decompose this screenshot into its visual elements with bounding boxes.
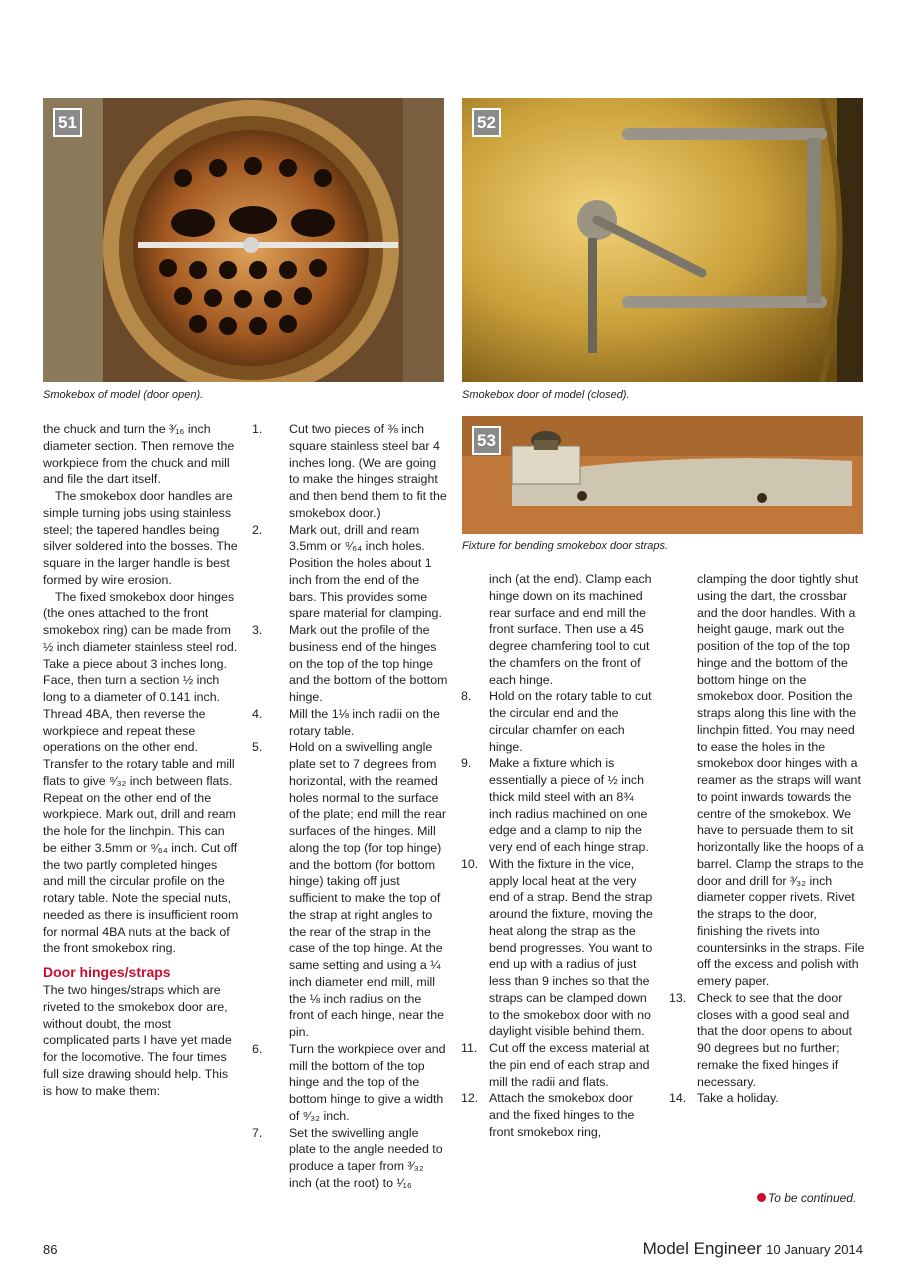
list-item bbox=[252, 706, 448, 740]
bending-fixture-image bbox=[462, 416, 863, 534]
to-be-continued bbox=[757, 1191, 856, 1205]
step-number: 12. bbox=[461, 1091, 479, 1106]
list-item bbox=[252, 1125, 448, 1192]
step-text: inch (at the end). Clamp each hinge down on its machined rear surface and end mill the front surface. Then use a 45 degree chamfering tool to cut the chamfers on the front of each hinge. bbox=[489, 572, 652, 687]
procedure-list bbox=[252, 421, 448, 1192]
step-number: 6. bbox=[252, 1041, 263, 1056]
magazine-title: Model Engineer bbox=[642, 1239, 762, 1258]
section-heading: Door hinges/straps bbox=[43, 964, 171, 980]
step-text: clamping the door tightly shut using the dart, the crossbar and the door handles. With a height gauge, mark out the position of the top of the top hinge and the bottom of the bottom hinge on the smokebox door. Position the straps along this line with the linchpin fitted. You may need to ease the holes in the smokebox door hinges with a reamer as the straps will want to point inwards towards the centre of the smokebox. We have to persuade them to sit horizontally like the hoops of a barrel. Clamp the straps to the door and drill for ³⁄₃₂ inch diameter copper rivets. Rivet the straps to the door, finishing the rivets into countersinks in the straps. File off the excess and polish with emery paper. bbox=[697, 572, 865, 988]
step-number: 5. bbox=[252, 740, 263, 755]
issue-date: 10 January 2014 bbox=[766, 1242, 863, 1257]
step-text: Mark out, drill and ream 3.5mm or ⁹⁄₆₄ inch holes. Position the holes about 1 inch from the end of the bars. This provides some spare material for clamping. bbox=[289, 522, 442, 621]
paragraph: The two hinges/straps which are riveted to the smokebox door are, without doubt, the most complicated parts I have yet made for the locomotive. The four times full size drawing should help. This is how to make them: bbox=[43, 983, 232, 1098]
step-number: 1. bbox=[252, 422, 263, 436]
step-text: Set the swivelling angle plate to the angle needed to produce a taper from ³⁄₃₂ inch (at the root) to ¹⁄₁₆ bbox=[289, 1125, 443, 1190]
list-item bbox=[252, 522, 448, 623]
continued-text: To be continued. bbox=[768, 1191, 857, 1205]
step-text: Cut off the excess material at the pin end of each strap and mill the radii and flats. bbox=[489, 1041, 650, 1089]
figure-52-caption: Smokebox door of model (closed). bbox=[462, 389, 630, 401]
smokebox-closed-image bbox=[462, 98, 863, 382]
list-item bbox=[669, 1090, 865, 1107]
step-text: Cut two pieces of ⅜ inch square stainless steel bar 4 inches long. (We are going to make the hinges straight and then bend them to fit the smokebox door.) bbox=[289, 422, 447, 520]
list-item-continued bbox=[461, 571, 655, 688]
list-item bbox=[461, 688, 655, 755]
list-item bbox=[461, 1040, 655, 1090]
step-text: Turn the workpiece over and mill the bottom of the top hinge and the top of the bottom hinge to give a width of ⁹⁄₃₂ inch. bbox=[289, 1041, 446, 1123]
step-number: 3. bbox=[252, 623, 263, 637]
figure-51-photo bbox=[43, 98, 444, 382]
figure-53-caption: Fixture for bending smokebox door straps. bbox=[462, 540, 669, 552]
list-item bbox=[252, 622, 448, 706]
list-item bbox=[669, 990, 865, 1091]
article-column-4 bbox=[669, 571, 865, 1107]
list-item bbox=[252, 421, 448, 522]
step-text: Take a holiday. bbox=[697, 1091, 779, 1106]
step-text: Hold on a swivelling angle plate set to 7 degrees from horizontal, with the reamed holes normal to the surface of the plate; end mill the rear surfaces of the hinges. Mill along the top (for top hinge) and the bottom (for bottom hinge) taking off just sufficient to make the top of the strap at right angles to the rear of the strap in the case of the top hinge. At the same setting and using a ¼ inch diameter end mill, mill the ⅛ inch radius on the front of each hinge, near the pin. bbox=[289, 740, 447, 1039]
step-text: Attach the smokebox door and the fixed hinges to the front smokebox ring, bbox=[489, 1091, 635, 1139]
step-text: With the fixture in the vice, apply local heat at the very end of a strap. Bend the strap around the fixture, moving the heat along the strap as the bend progresses. You want to end up with a radius of just less than 9 inches so that the straps can be clamped down to the smokebox door with no daylight visible behind them. bbox=[489, 856, 653, 1039]
article-column-2 bbox=[252, 421, 448, 1192]
paragraph: The fixed smokebox door hinges (the ones attached to the front smokebox ring) can be made from ½ inch diameter stainless steel rod. Take a piece about 3 inches long. Face, then turn a section ½ inch long to a diameter of 0.141 inch. Thread 4BA, then reverse the workpiece and repeat these operations on the other end. Transfer to the rotary table and mill flats to give ⁹⁄₃₂ inch between flats. Repeat on the other end of the workpiece. Mark out, drill and ream the hole for the linchpin. This can be either 3.5mm or ⁹⁄₆₄ inch. Cut off the two partly completed hinges and mill the circular profile on the rotary table. Note the special nuts, needed as there is insufficient room for normal 4BA nuts at the back of the front smokebox ring. bbox=[43, 589, 239, 956]
step-number: 14. bbox=[669, 1091, 687, 1106]
article-column-3 bbox=[461, 571, 655, 1141]
figure-52-photo bbox=[462, 98, 863, 382]
step-text: Mark out the profile of the business end of the hinges on the top of the top hinge and the bottom of the bottom hinge. bbox=[289, 623, 448, 704]
figure-number-badge: 53 bbox=[472, 426, 501, 455]
procedure-list bbox=[669, 571, 865, 1107]
figure-number-badge: 51 bbox=[53, 108, 82, 137]
list-item bbox=[252, 1041, 448, 1125]
step-text: Make a fixture which is essentially a piece of ½ inch thick mild steel with an 8¾ inch radius machined on one edge and a clamp to nip the very end of each hinge strap. bbox=[489, 756, 649, 854]
paragraph: the chuck and turn the ³⁄₁₆ inch diameter section. Then remove the workpiece from the chuck and mill and file the dart itself. bbox=[43, 422, 235, 487]
step-number: 13. bbox=[669, 990, 687, 1005]
list-item bbox=[461, 856, 655, 1040]
figure-53-photo bbox=[462, 416, 863, 534]
step-number: 4. bbox=[252, 706, 263, 721]
step-number: 7. bbox=[252, 1125, 263, 1140]
step-number: 2. bbox=[252, 522, 263, 537]
figure-number-badge: 52 bbox=[472, 108, 501, 137]
page-number: 86 bbox=[43, 1242, 58, 1257]
bullet-icon bbox=[757, 1193, 766, 1202]
procedure-list bbox=[461, 571, 655, 1141]
article-column-1 bbox=[43, 421, 239, 1099]
list-item bbox=[461, 1090, 655, 1140]
list-item bbox=[252, 739, 448, 1041]
list-item bbox=[461, 755, 655, 856]
paragraph: The smokebox door handles are simple turning jobs using stainless steel; the tapered handles being silver soldered into the bosses. The square in the larger handle is best formed by wire erosion. bbox=[43, 489, 238, 587]
step-number: 9. bbox=[461, 756, 472, 771]
magazine-footer bbox=[643, 1239, 863, 1259]
step-number: 10. bbox=[461, 856, 479, 871]
step-text: Check to see that the door closes with a good seal and that the door opens to about 90 degrees but no further; remake the fixed hinges if necessary. bbox=[697, 990, 853, 1089]
figure-51-caption: Smokebox of model (door open). bbox=[43, 389, 204, 401]
step-text: Mill the 1⅛ inch radii on the rotary table. bbox=[289, 706, 440, 738]
smokebox-open-image bbox=[43, 98, 444, 382]
step-text: Hold on the rotary table to cut the circular end and the circular chamfer on each hinge. bbox=[489, 689, 652, 754]
list-item-continued bbox=[669, 571, 865, 990]
step-number: 11. bbox=[461, 1041, 478, 1055]
step-number: 8. bbox=[461, 689, 472, 704]
